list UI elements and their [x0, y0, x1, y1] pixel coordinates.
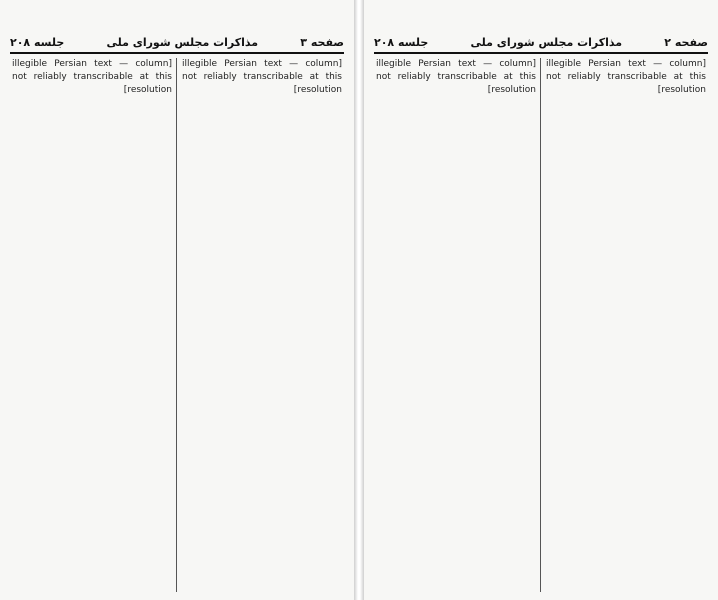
right-page-column-left: [illegible Persian text — column not reliably transcribable at this resolution]: [376, 59, 536, 95]
left-header-rule: [10, 52, 344, 54]
right-page-title: مذاکرات مجلس شورای ملی: [470, 35, 623, 49]
left-page: [0, 0, 354, 600]
right-header-rule: [374, 52, 708, 54]
right-page-session: جلسه ۲۰۸: [374, 35, 429, 49]
right-column-divider: [540, 58, 541, 592]
left-column-divider: [176, 58, 177, 592]
right-page-column-right: [illegible Persian text — column not reliably transcribable at this resolution]: [546, 59, 706, 95]
right-page-header: [374, 34, 708, 50]
right-page-number: صفحه ۲: [664, 35, 708, 49]
left-page-column-right: [illegible Persian text — column not reliably transcribable at this resolution]: [182, 59, 342, 95]
left-page-number: صفحه ۳: [300, 35, 344, 49]
right-page: [364, 0, 718, 600]
left-page-session: جلسه ۲۰۸: [10, 35, 65, 49]
book-gutter: [354, 0, 364, 600]
left-page-header: [10, 34, 344, 50]
left-page-title: مذاکرات مجلس شورای ملی: [106, 35, 259, 49]
left-page-column-left: [illegible Persian text — column not reliably transcribable at this resolution]: [12, 59, 172, 95]
